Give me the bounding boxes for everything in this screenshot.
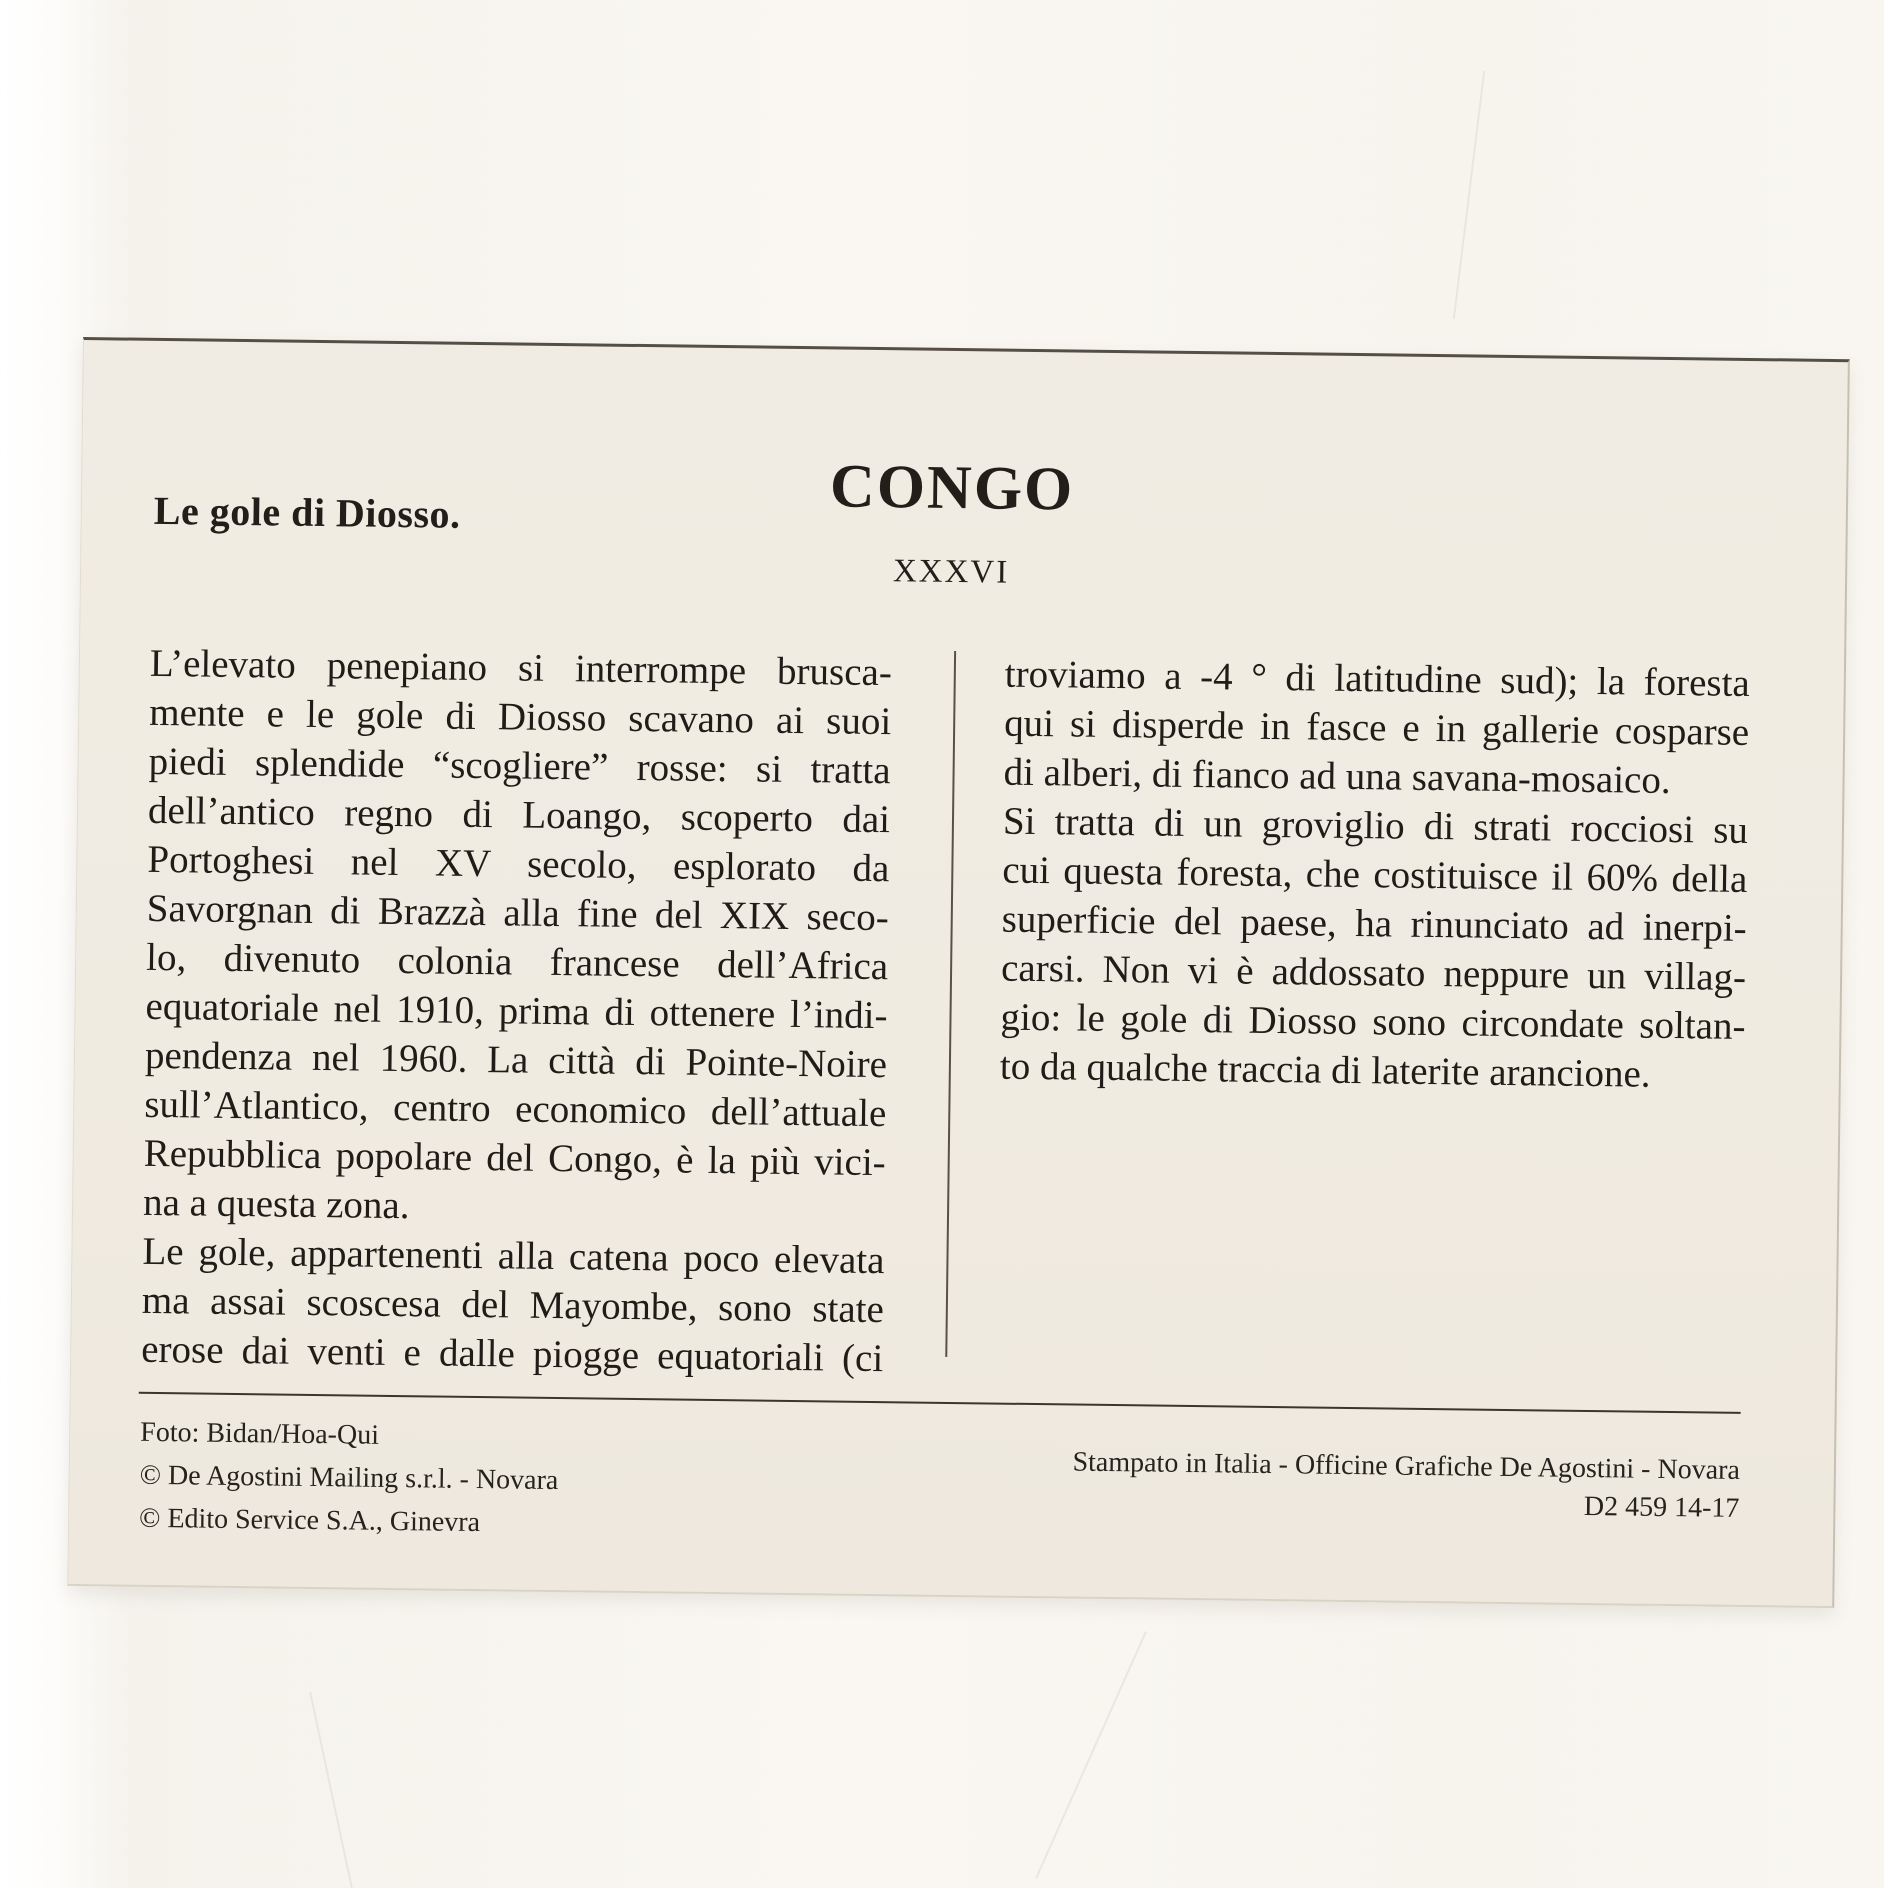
column-divider-rule <box>945 651 956 1357</box>
text-line: lo, divenuto colonia francese dell’Africa <box>145 935 889 989</box>
text-line: Repubblica popolare del Congo, è la più vici- <box>143 1131 886 1185</box>
paper-crease <box>1035 1631 1147 1878</box>
text-line: © Edito Service S.A., Ginevra <box>138 1502 481 1539</box>
text-line: piedi splendide “scogliere” rosse: si tratta <box>148 739 891 793</box>
text-line: ma assai scoscesa del Mayombe, sono state <box>141 1278 885 1332</box>
card-series-number: XXXVI <box>892 553 1010 591</box>
text-line: carsi. Non vi è addossato neppure un villag- <box>1000 946 1747 999</box>
text-line: Portoghesi nel XV secolo, esplorato da <box>147 837 890 891</box>
text-line: sull’Atlantico, centro economico dell’attuale <box>144 1082 887 1136</box>
footer-credits <box>139 1411 559 1545</box>
text-line: © De Agostini Mailing s.r.l. - Novara <box>139 1459 559 1497</box>
card-caption: Le gole di Diosso. <box>153 487 461 537</box>
card-title: CONGO <box>829 452 1075 524</box>
text-line: erose dai venti e dalle piogge equatoriali (ci <box>141 1327 884 1381</box>
text-line: Le gole, appartenenti alla catena poco elevata <box>142 1229 885 1283</box>
postcard-back <box>67 337 1850 1608</box>
text-line: equatoriale nel 1910, prima di ottenere l’indi- <box>145 984 888 1038</box>
text-line: L’elevato penepiano si interrompe brusca- <box>149 641 893 695</box>
text-line: superficie del paese, ha rinunciato ad inerpi- <box>1001 897 1747 950</box>
text-column-left <box>141 639 892 1383</box>
text-line: Savorgnan di Brazzà alla fine del XIX seco- <box>146 886 890 940</box>
footer-rule <box>139 1392 1741 1414</box>
text-line: Stampato in Italia - Officine Grafiche De Agostini - Novara <box>1072 1446 1741 1486</box>
text-line: na a questa zona. <box>142 1180 410 1228</box>
text-line: to da qualche traccia di laterite arancione. <box>999 1044 1651 1096</box>
text-line: Si tratta di un groviglio di strati rocciosi su <box>1002 799 1749 852</box>
text-line: troviamo a -4 ° di latitudine sud); la foresta <box>1004 652 1751 705</box>
text-line: qui si disperde in fasce e in gallerie cosparse <box>1003 701 1750 754</box>
text-column-right <box>1000 650 1750 1100</box>
text-line: pendenza nel 1960. La città di Pointe-Noire <box>144 1033 888 1087</box>
text-line: di alberi, di fianco ad una savana-mosaico. <box>1003 750 1671 802</box>
text-line: cui questa foresta, che costituisce il 60% della <box>1002 848 1748 901</box>
footer-print-info <box>939 1442 1740 1528</box>
text-line: gio: le gole di Diosso sono circondate soltan- <box>1000 995 1746 1048</box>
text-line: mente e le gole di Diosso scavano ai suoi <box>149 690 892 744</box>
paper-crease <box>309 1692 353 1888</box>
text-line: Foto: Bidan/Hoa-Qui <box>140 1416 380 1451</box>
text-line: dell’antico regno di Loango, scoperto dai <box>147 788 891 842</box>
paper-crease <box>1453 71 1485 319</box>
text-line: D2 459 14-17 <box>1583 1490 1740 1524</box>
